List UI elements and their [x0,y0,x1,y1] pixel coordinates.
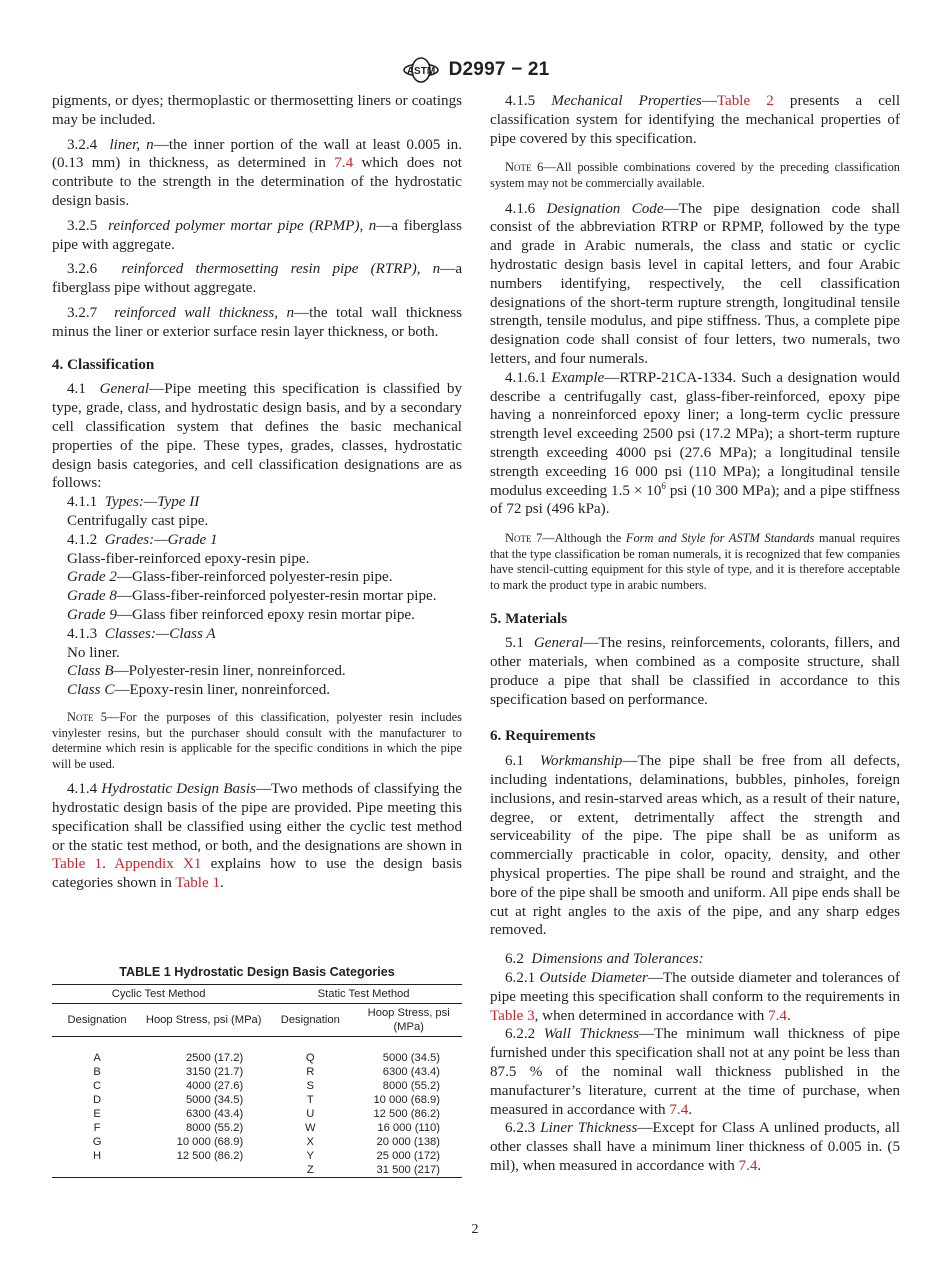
table-row: B 3150 (21.7) R 6300 (43.4) [93,1066,440,1078]
table-row: Z 31 500 (217) [52,1163,462,1178]
note-6: Note 6—All possible combinations covered by the preceding classification system may not be commercially available. [490,160,900,190]
hydrostatic-design-basis-table [52,984,462,1178]
paragraph-3-2-5: 3.2.5 reinforced polymer mortar pipe (RPMP), n—a fiberglass pipe with aggregate. [52,217,462,253]
type-ii-description: Centrifugally cast pipe. [67,512,209,529]
right-column [490,92,900,1176]
link-table-1[interactable]: Table 1 [175,875,221,892]
page-header [0,56,950,86]
paragraph-6-2-2: 6.2.2 Wall Thickness—The minimum wall thickness of pipe furnished under this specification shall not at any point be less than 87.5 % of the nominal wall thickness published in the manufacturer’s literature, current at the time of purchase, when measured in accordance with 7.4. [490,1026,900,1118]
paragraph-5-1: 5.1 General—The resins, reinforcements, colorants, fillers, and other materials, when combined as a composite structure, shall produce a pipe that shall be classified in accordance to this specification based on performance. [490,635,900,708]
grade-8-description: Grade 8—Glass-fiber-reinforced polyester-resin mortar pipe. [67,588,437,605]
paragraph-4-1-6: 4.1.6 Designation Code—The pipe designation code shall consist of the abbreviation RTRP or RPMP, followed by the type and grade in Arabic numerals, the class and static or cyclic hydrostatic design basis level in capital letters, and four Arabic numbers identifying, respectively, the cell classification designations of the short-term rupture strength, longitudinal tensile strength, tensile modulus, and pipe stiffness. Thus, a complete pipe designation code shall consist of four letters, two numerals, two letters, and four numerals. [490,200,900,367]
class-a-description: No liner. [67,644,120,661]
table-row: A 2500 (17.2) Q 5000 (34.5) [93,1052,440,1064]
link-appendix-x1[interactable]: Appendix X1 [114,856,202,873]
column-header: Hoop Stress, psi (MPa) [367,1007,450,1033]
section-heading-classification: 4. Classification [52,356,155,373]
link-7-4[interactable]: 7.4 [768,1007,787,1024]
table-row: H 12 500 (86.2) Y 25 000 (172) [93,1150,440,1162]
grade-9-description: Grade 9—Glass fiber reinforced epoxy resin mortar pipe. [67,606,415,623]
paragraph-4-1: 4.1 General—Pipe meeting this specification is classified by type, grade, class, and hydrostatic design basis, and by a secondary cell classification system that defines the basic mechanical properties of the pipe. These types, grades, classes, hydrostatic design basis categories, and cell classification designations are as follows: [52,381,462,492]
table-1 [52,964,462,1178]
paragraph-4-1-6-1: 4.1.6.1 Example—RTRP-21CA-1334. Such a designation would describe a centrifugally cast, glass-fiber-reinforced, epoxy pipe having a nonreinforced epoxy liner; a long-term cyclic pressure strength level exceeding 2500 psi (17.2 MPa); a short-term rupture strength exceeding 4000 psi (27.6 MPa); a longitudinal tensile strength exceeding 16 000 psi (110 MPa); a longitudinal tensile modulus exceeding $1.5 \times 10^6$ psi (10 300 MPa); and a pipe stiffness of 72 psi (496 kPa). [490,369,900,518]
page-number: 2 [471,1222,479,1237]
link-7-4[interactable]: 7.4 [334,155,354,172]
svg-text:ASTM: ASTM [406,66,435,77]
class-b-description: Class B—Polyester-resin liner, nonreinforced. [67,663,346,680]
class-c-description: Class C—Epoxy-resin liner, nonreinforced. [67,682,331,699]
table-row: E 6300 (43.4) U 12 500 (86.2) [93,1108,440,1120]
paragraph-6-2-3: 6.2.3 Liner Thickness—Except for Class A unlined products, all other classes shall have a minimum liner thickness of 0.005 in. (5 mil), when measured in accordance with 7.4. [490,1120,901,1175]
column-header: Designation [67,1014,127,1026]
grade-2-description: Grade 2—Glass-fiber-reinforced polyester-resin pipe. [67,569,393,586]
paragraph-4-1-5: 4.1.5 Mechanical Properties—Table 2 presents a cell classification system for identifying the mechanical properties of pipe covered by this specification. [490,93,901,147]
table-row: D 5000 (34.5) T 10 000 (68.9) [93,1094,440,1106]
link-table-2[interactable]: Table 2 [716,93,774,109]
group-header-static: Static Test Method [317,988,410,1000]
paragraph-6-2-1: 6.2.1 Outside Diameter—The outside diameter and tolerances of pipe meeting this specification shall conform to the requirements in Table 3, when determined in accordance with 7.4. [490,970,900,1024]
column-header: Hoop Stress, psi (MPa) [145,1014,262,1026]
astm-logo-icon [401,56,441,84]
link-7-4[interactable]: 7.4 [669,1101,689,1118]
link-7-4[interactable]: 7.4 [738,1158,758,1175]
section-heading-requirements: 6. Requirements [490,728,596,745]
note-5: Note 5—For the purposes of this classification, polyester resin includes vinylester resins, but the purchaser should consult with the manufacturer to determine which resin is applicable for the specific conditions in which the pipe will be used. [52,709,462,771]
column-header: Designation [280,1014,340,1026]
grade-1-description: Glass-fiber-reinforced epoxy-resin pipe. [67,550,310,567]
paragraph-4-1-3: 4.1.3 Classes:—Class A [67,625,216,642]
link-table-3[interactable]: Table 3 [490,1007,535,1024]
table-title: TABLE 1 Hydrostatic Design Basis Categories [119,965,395,979]
group-header-cyclic: Cyclic Test Method [111,988,206,1000]
paragraph-3-2-7: 3.2.7 reinforced wall thickness, n—the total wall thickness minus the liner or exterior surface resin layer thickness, or both. [52,304,462,340]
paragraph-6-2: 6.2 Dimensions and Tolerances: [505,951,704,968]
paragraph-3-2-6: 3.2.6 reinforced thermosetting resin pipe (RTRP), n—a fiberglass pipe without aggregate. [52,261,463,297]
paragraph-3-2-4: 3.2.4 liner, n—the inner portion of the wall at least 0.005 in. (0.13 mm) in thickness, as determined in 7.4 which does not contribute to the strength in the determination of the hydrostatic design basis. [52,136,462,209]
standard-designation: D2997 − 21 [448,59,550,80]
table-row: F 8000 (55.2) W 16 000 (110) [93,1122,440,1134]
paragraph-6-1: 6.1 Workmanship—The pipe shall be free from all defects, including indentations, delaminations, bubbles, pinholes, foreign inclusions, and resin-starved areas which, as a result of their nature, degree, or extent, detrimentally affect the strength and serviceability of the pipe. The pipe shall be as uniform as commercially practicable in color, opacity, density, and other physical properties. The pipe shall be round and straight, and the bore of the pipe shall be smooth and uniform. All pipe ends shall be cut at right angles to the axis of the pipe, and any sharp edges removed. [490,753,901,939]
paragraph-4-1-4: 4.1.4 Hydrostatic Design Basis—Two methods of classifying the hydrostatic design basis of the pipe are provided. Pipe meeting this specification shall be classified using either the cyclic test method or the static test method, or both, and the designations are shown in Table 1. Appendix X1 explains how to use the design basis categories shown in Table 1. [52,781,463,892]
left-column [52,92,462,899]
table-row: C 4000 (27.6) S 8000 (55.2) [93,1080,440,1092]
table-row: G 10 000 (68.9) X 20 000 (138) [92,1136,440,1148]
section-heading-materials: 5. Materials [490,610,568,627]
paragraph-continuation: pigments, or dyes; thermoplastic or thermosetting liners or coatings may be included. [52,93,462,128]
paragraph-4-1-1: 4.1.1 Types:—Type II [67,494,200,511]
link-table-1[interactable]: Table 1 [52,856,103,873]
note-7: Note 7—Although the Form and Style for ASTM Standards manual requires that the type classification be roman numerals, it is recognized that few companies have stencil-cutting equipment for this style of type, and it is therefore acceptable to mark the product type in arabic numbers. [490,531,900,592]
paragraph-4-1-2: 4.1.2 Grades:—Grade 1 [67,531,218,548]
